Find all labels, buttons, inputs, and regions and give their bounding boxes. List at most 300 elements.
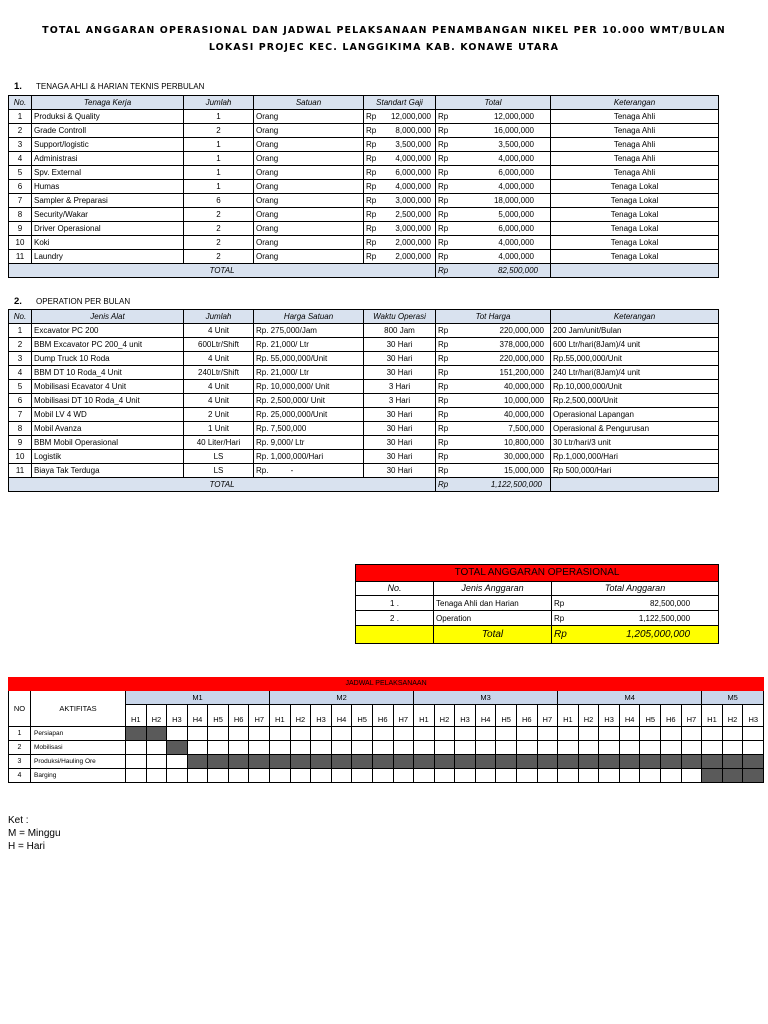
gantt-cell — [270, 769, 291, 783]
gantt-cell — [352, 769, 373, 783]
staff-salary — [364, 138, 436, 152]
gantt-cell-filled — [372, 755, 393, 769]
operation-total-amount: 40,000,000 — [503, 410, 544, 419]
gantt-cell — [619, 741, 640, 755]
staff-note: Tenaga Lokal — [551, 236, 719, 250]
row-number: 3 — [9, 755, 31, 769]
staff-note: Tenaga Ahli — [551, 124, 719, 138]
gantt-cell-filled — [743, 769, 764, 783]
schedule-activity-header: AKTIFITAS — [31, 691, 126, 727]
equipment-price: Rp. - — [254, 464, 364, 478]
gantt-cell-filled — [599, 755, 620, 769]
gantt-cell — [414, 741, 435, 755]
staff-name: Laundry — [32, 250, 184, 264]
gantt-cell — [558, 769, 579, 783]
operation-table-header — [9, 310, 719, 324]
schedule-day: H6 — [372, 705, 393, 727]
schedule-day: H2 — [578, 705, 599, 727]
equipment-qty: 2 Unit — [184, 408, 254, 422]
gantt-cell — [496, 769, 517, 783]
gantt-cell-filled — [722, 769, 743, 783]
operation-total-amount: 40,000,000 — [503, 382, 544, 391]
gantt-cell — [311, 727, 332, 741]
summary-title-row — [356, 565, 719, 582]
operation-total-empty — [551, 478, 719, 492]
operation-time: 30 Hari — [364, 422, 436, 436]
gantt-cell-filled — [702, 769, 723, 783]
col-header: Satuan — [254, 96, 364, 110]
staff-qty: 2 — [184, 236, 254, 250]
operation-total — [436, 380, 551, 394]
operation-row — [9, 324, 719, 338]
schedule-no-header: NO — [9, 691, 31, 727]
gantt-cell-filled — [558, 755, 579, 769]
equipment-name: Mobilisasi DT 10 Roda_4 Unit — [32, 394, 184, 408]
staff-note: Tenaga Ahli — [551, 138, 719, 152]
gantt-cell — [146, 741, 167, 755]
schedule-row — [9, 741, 764, 755]
gantt-cell — [578, 741, 599, 755]
summary-name: Tenaga Ahli dan Harian — [434, 596, 552, 611]
staff-salary — [364, 166, 436, 180]
gantt-cell — [455, 769, 476, 783]
gantt-cell — [558, 741, 579, 755]
gantt-cell-filled — [516, 755, 537, 769]
schedule-month-row — [9, 691, 764, 705]
gantt-cell-filled — [743, 755, 764, 769]
gantt-cell — [722, 741, 743, 755]
staff-row — [9, 124, 719, 138]
operation-row — [9, 366, 719, 380]
operation-total-amount: 378,000,000 — [499, 340, 544, 349]
schedule-day: H6 — [516, 705, 537, 727]
section2-number: 2. — [14, 296, 22, 307]
staff-name: Koki — [32, 236, 184, 250]
staff-name: Driver Operasional — [32, 222, 184, 236]
currency-label: Rp — [438, 252, 449, 261]
staff-salary — [364, 222, 436, 236]
staff-salary — [364, 110, 436, 124]
activity-name: Persiapan — [31, 727, 126, 741]
currency-label: Rp — [366, 140, 377, 149]
staff-total — [436, 208, 551, 222]
gantt-cell-filled — [393, 755, 414, 769]
row-number: 2 — [9, 124, 32, 138]
operation-note: 200 Jam/unit/Bulan — [551, 324, 719, 338]
gantt-cell-filled — [249, 755, 270, 769]
staff-total-amount: 16,000,000 — [493, 126, 534, 135]
staff-row — [9, 166, 719, 180]
staff-note: Tenaga Ahli — [551, 152, 719, 166]
operation-note: Rp.10,000,000/Unit — [551, 380, 719, 394]
operation-total-row — [9, 478, 719, 492]
currency-label: Rp — [438, 466, 449, 475]
gantt-cell — [187, 769, 208, 783]
col-header: Jumlah — [184, 96, 254, 110]
staff-unit: Orang — [254, 222, 364, 236]
gantt-cell-filled — [290, 755, 311, 769]
operation-time: 30 Hari — [364, 366, 436, 380]
legend-title: Ket : — [8, 815, 29, 826]
schedule-day: H2 — [290, 705, 311, 727]
staff-salary-amount: 4,000,000 — [395, 182, 431, 191]
staff-note: Tenaga Ahli — [551, 110, 719, 124]
row-number: 3 — [9, 138, 32, 152]
schedule-title-row — [9, 678, 764, 691]
staff-salary-amount: 12,000,000 — [390, 112, 431, 121]
row-number: 5 — [9, 380, 32, 394]
equipment-qty: 4 Unit — [184, 352, 254, 366]
gantt-cell-filled — [270, 755, 291, 769]
gantt-cell — [434, 769, 455, 783]
equipment-name: Mobil Avanza — [32, 422, 184, 436]
operation-total-amount: 7,500,000 — [508, 424, 544, 433]
activity-name: Produksi/Hauling Ore — [31, 755, 126, 769]
operation-total-amount: 10,000,000 — [503, 396, 544, 405]
gantt-cell-filled — [228, 755, 249, 769]
staff-salary — [364, 250, 436, 264]
schedule-day: H1 — [126, 705, 147, 727]
staff-salary-amount: 6,000,000 — [395, 168, 431, 177]
gantt-cell — [558, 727, 579, 741]
staff-total-amount: 5,000,000 — [498, 210, 534, 219]
staff-total-row — [9, 264, 719, 278]
schedule-day: H2 — [722, 705, 743, 727]
staff-total — [436, 110, 551, 124]
gantt-cell — [578, 727, 599, 741]
section1-title: TENAGA AHLI & HARIAN TEKNIS PERBULAN — [36, 82, 205, 91]
summary-total-empty — [356, 626, 434, 644]
gantt-cell — [619, 769, 640, 783]
col-header: Harga Satuan — [254, 310, 364, 324]
operation-total-amount: 1,122,500,000 — [490, 480, 542, 489]
staff-note: Tenaga Ahli — [551, 166, 719, 180]
staff-total-amount: 18,000,000 — [493, 196, 534, 205]
gantt-cell — [702, 727, 723, 741]
staff-qty: 2 — [184, 208, 254, 222]
operation-time: 30 Hari — [364, 464, 436, 478]
gantt-cell — [414, 769, 435, 783]
staff-qty: 1 — [184, 110, 254, 124]
schedule-title: JADWAL PELAKSANAAN — [9, 678, 764, 691]
equipment-price: Rp. 10,000,000/ Unit — [254, 380, 364, 394]
schedule-day: H3 — [167, 705, 188, 727]
schedule-day: H5 — [208, 705, 229, 727]
staff-row — [9, 222, 719, 236]
gantt-cell — [352, 727, 373, 741]
staff-name: Security/Wakar — [32, 208, 184, 222]
gantt-cell — [126, 755, 147, 769]
operation-note: Operasional & Pengurusan — [551, 422, 719, 436]
staff-row — [9, 208, 719, 222]
schedule-day: H3 — [311, 705, 332, 727]
gantt-cell — [393, 727, 414, 741]
staff-total — [436, 194, 551, 208]
col-header: Jenis Anggaran — [434, 582, 552, 596]
legend-hari: H = Hari — [8, 841, 45, 852]
equipment-qty: 4 Unit — [184, 324, 254, 338]
schedule-day: H7 — [249, 705, 270, 727]
gantt-cell — [187, 727, 208, 741]
col-header: Tot Harga — [436, 310, 551, 324]
row-number: 2 — [9, 741, 31, 755]
gantt-cell-filled — [496, 755, 517, 769]
gantt-cell — [578, 769, 599, 783]
row-number: 3 — [9, 352, 32, 366]
operation-total — [436, 422, 551, 436]
gantt-cell-filled — [537, 755, 558, 769]
operation-row — [9, 464, 719, 478]
gantt-cell — [208, 741, 229, 755]
summary-value: 82,500,000 — [649, 598, 691, 608]
gantt-cell — [146, 769, 167, 783]
operation-total-amount: 220,000,000 — [499, 326, 544, 335]
gantt-cell — [661, 741, 682, 755]
section2-heading — [14, 296, 130, 307]
summary-row — [356, 611, 719, 626]
legend-notes — [8, 814, 61, 853]
schedule-month: M3 — [414, 691, 558, 705]
gantt-cell — [228, 769, 249, 783]
staff-salary-amount: 2,500,000 — [395, 210, 431, 219]
gantt-cell — [187, 741, 208, 755]
operation-note: 30 Ltr/hari/3 unit — [551, 436, 719, 450]
staff-unit: Orang — [254, 138, 364, 152]
col-header: No. — [9, 96, 32, 110]
schedule-month: M1 — [126, 691, 270, 705]
gantt-cell — [146, 755, 167, 769]
staff-salary-amount: 2,000,000 — [395, 238, 431, 247]
operation-note: 240 Ltr/hari(8Jam)/4 unit — [551, 366, 719, 380]
staff-salary — [364, 236, 436, 250]
staff-total — [436, 124, 551, 138]
equipment-name: Logistik — [32, 450, 184, 464]
staff-salary-amount: 3,500,000 — [395, 140, 431, 149]
currency-label: Rp — [438, 410, 449, 419]
gantt-cell — [249, 741, 270, 755]
equipment-name: Mobilisasi Ecavator 4 Unit — [32, 380, 184, 394]
gantt-cell — [599, 741, 620, 755]
schedule-day: H6 — [661, 705, 682, 727]
currency-label: Rp — [438, 438, 449, 447]
schedule-day: H6 — [228, 705, 249, 727]
gantt-cell-filled — [434, 755, 455, 769]
gantt-cell-filled — [681, 755, 702, 769]
equipment-price: Rp. 25,000,000/Unit — [254, 408, 364, 422]
summary-no: 2 . — [356, 611, 434, 626]
gantt-cell — [661, 769, 682, 783]
legend-minggu: M = Minggu — [8, 828, 61, 839]
activity-name: Mobilisasi — [31, 741, 126, 755]
gantt-cell — [475, 727, 496, 741]
staff-total-amount: 4,000,000 — [498, 154, 534, 163]
staff-qty: 2 — [184, 250, 254, 264]
currency-label: Rp — [366, 126, 377, 135]
schedule-row — [9, 769, 764, 783]
summary-total-value: 1,205,000,000 — [626, 629, 691, 640]
staff-unit: Orang — [254, 124, 364, 138]
gantt-cell — [167, 769, 188, 783]
currency-label: Rp — [366, 238, 377, 247]
staff-total-amount: 4,000,000 — [498, 182, 534, 191]
staff-qty: 2 — [184, 124, 254, 138]
staff-note: Tenaga Lokal — [551, 194, 719, 208]
staff-unit: Orang — [254, 250, 364, 264]
staff-qty: 6 — [184, 194, 254, 208]
gantt-cell — [496, 741, 517, 755]
document-title-line2: LOKASI PROJEC KEC. LANGGIKIMA KAB. KONAWE UTARA — [208, 42, 560, 53]
gantt-cell — [516, 741, 537, 755]
currency-label: Rp — [438, 480, 449, 489]
operation-row — [9, 352, 719, 366]
row-number: 2 — [9, 338, 32, 352]
gantt-cell-filled — [702, 755, 723, 769]
operation-total-amount: 10,800,000 — [503, 438, 544, 447]
schedule-day: H1 — [702, 705, 723, 727]
schedule-day: H5 — [640, 705, 661, 727]
row-number: 9 — [9, 436, 32, 450]
gantt-cell-filled — [640, 755, 661, 769]
operation-total — [436, 436, 551, 450]
row-number: 6 — [9, 180, 32, 194]
staff-total — [436, 222, 551, 236]
gantt-cell-filled — [352, 755, 373, 769]
gantt-cell-filled — [578, 755, 599, 769]
staff-name: Grade Controll — [32, 124, 184, 138]
gantt-cell — [434, 727, 455, 741]
currency-label: Rp — [438, 112, 449, 121]
section1-heading — [14, 81, 204, 92]
equipment-qty: 600Ltr/Shift — [184, 338, 254, 352]
schedule-day: H3 — [743, 705, 764, 727]
operation-note: Operasional Lapangan — [551, 408, 719, 422]
equipment-name: BBM Mobil Operasional — [32, 436, 184, 450]
equipment-qty: 1 Unit — [184, 422, 254, 436]
currency-label: Rp — [554, 629, 567, 640]
row-number: 10 — [9, 450, 32, 464]
staff-salary — [364, 208, 436, 222]
schedule-day: H4 — [187, 705, 208, 727]
schedule-day: H1 — [414, 705, 435, 727]
currency-label: Rp — [438, 140, 449, 149]
document-title-line1: TOTAL ANGGARAN OPERASIONAL DAN JADWAL PELAKSANAAN PENAMBANGAN NIKEL PER 10.000 WMT/BULAN — [42, 25, 726, 36]
currency-label: Rp — [366, 112, 377, 121]
staff-unit: Orang — [254, 208, 364, 222]
staff-total-amount: 6,000,000 — [498, 168, 534, 177]
staff-salary-amount: 8,000,000 — [395, 126, 431, 135]
gantt-cell — [228, 727, 249, 741]
staff-unit: Orang — [254, 194, 364, 208]
gantt-cell — [249, 769, 270, 783]
staff-row — [9, 250, 719, 264]
staff-total-empty — [551, 264, 719, 278]
operation-total — [436, 408, 551, 422]
gantt-cell-filled — [722, 755, 743, 769]
currency-label: Rp — [438, 182, 449, 191]
gantt-cell-filled — [311, 755, 332, 769]
currency-label: Rp — [366, 182, 377, 191]
col-header: Jenis Alat — [32, 310, 184, 324]
col-header: Jumlah — [184, 310, 254, 324]
schedule-day: H4 — [619, 705, 640, 727]
equipment-price: Rp. 9,000/ Ltr — [254, 436, 364, 450]
row-number: 7 — [9, 408, 32, 422]
currency-label: Rp — [438, 368, 449, 377]
operation-time: 3 Hari — [364, 380, 436, 394]
gantt-cell-filled — [208, 755, 229, 769]
gantt-cell — [640, 769, 661, 783]
equipment-qty: 240Ltr/Shift — [184, 366, 254, 380]
staff-row — [9, 194, 719, 208]
gantt-cell — [722, 727, 743, 741]
equipment-price: Rp. 21,000/ Ltr — [254, 338, 364, 352]
gantt-cell — [434, 741, 455, 755]
summary-total-label: Total — [434, 626, 552, 644]
currency-label: Rp — [438, 326, 449, 335]
gantt-cell — [249, 727, 270, 741]
col-header: Total Anggaran — [552, 582, 719, 596]
schedule-day: H4 — [475, 705, 496, 727]
staff-unit: Orang — [254, 166, 364, 180]
staff-salary-amount: 4,000,000 — [395, 154, 431, 163]
staff-salary — [364, 124, 436, 138]
equipment-qty: LS — [184, 464, 254, 478]
schedule-day: H5 — [352, 705, 373, 727]
summary-table — [355, 564, 719, 644]
staff-note: Tenaga Lokal — [551, 208, 719, 222]
staff-total-value — [436, 264, 551, 278]
col-header: No. — [9, 310, 32, 324]
schedule-day: H7 — [681, 705, 702, 727]
operation-row — [9, 436, 719, 450]
gantt-cell — [537, 727, 558, 741]
row-number: 11 — [9, 250, 32, 264]
equipment-name: Biaya Tak Terduga — [32, 464, 184, 478]
gantt-cell — [331, 769, 352, 783]
equipment-qty: 40 Liter/Hari — [184, 436, 254, 450]
staff-name: Produksi & Quality — [32, 110, 184, 124]
schedule-table — [8, 677, 764, 783]
gantt-cell — [599, 769, 620, 783]
gantt-cell — [661, 727, 682, 741]
schedule-day: H1 — [270, 705, 291, 727]
staff-qty: 2 — [184, 222, 254, 236]
gantt-cell — [743, 741, 764, 755]
gantt-cell — [270, 741, 291, 755]
schedule-day: H7 — [537, 705, 558, 727]
gantt-cell — [208, 727, 229, 741]
operation-note: Rp 500,000/Hari — [551, 464, 719, 478]
staff-total-label: TOTAL — [9, 264, 436, 278]
gantt-cell — [331, 741, 352, 755]
gantt-cell — [496, 727, 517, 741]
col-header: Keterangan — [551, 310, 719, 324]
staff-total-amount: 6,000,000 — [498, 224, 534, 233]
gantt-cell — [290, 741, 311, 755]
operation-total — [436, 464, 551, 478]
summary-row — [356, 596, 719, 611]
equipment-price: Rp. 275,000/Jam — [254, 324, 364, 338]
operation-total — [436, 394, 551, 408]
col-header: No. — [356, 582, 434, 596]
staff-qty: 1 — [184, 166, 254, 180]
operation-row — [9, 394, 719, 408]
staff-salary — [364, 180, 436, 194]
operation-table — [8, 309, 719, 492]
gantt-cell — [681, 741, 702, 755]
operation-note: Rp.1,000,000/Hari — [551, 450, 719, 464]
staff-salary — [364, 152, 436, 166]
